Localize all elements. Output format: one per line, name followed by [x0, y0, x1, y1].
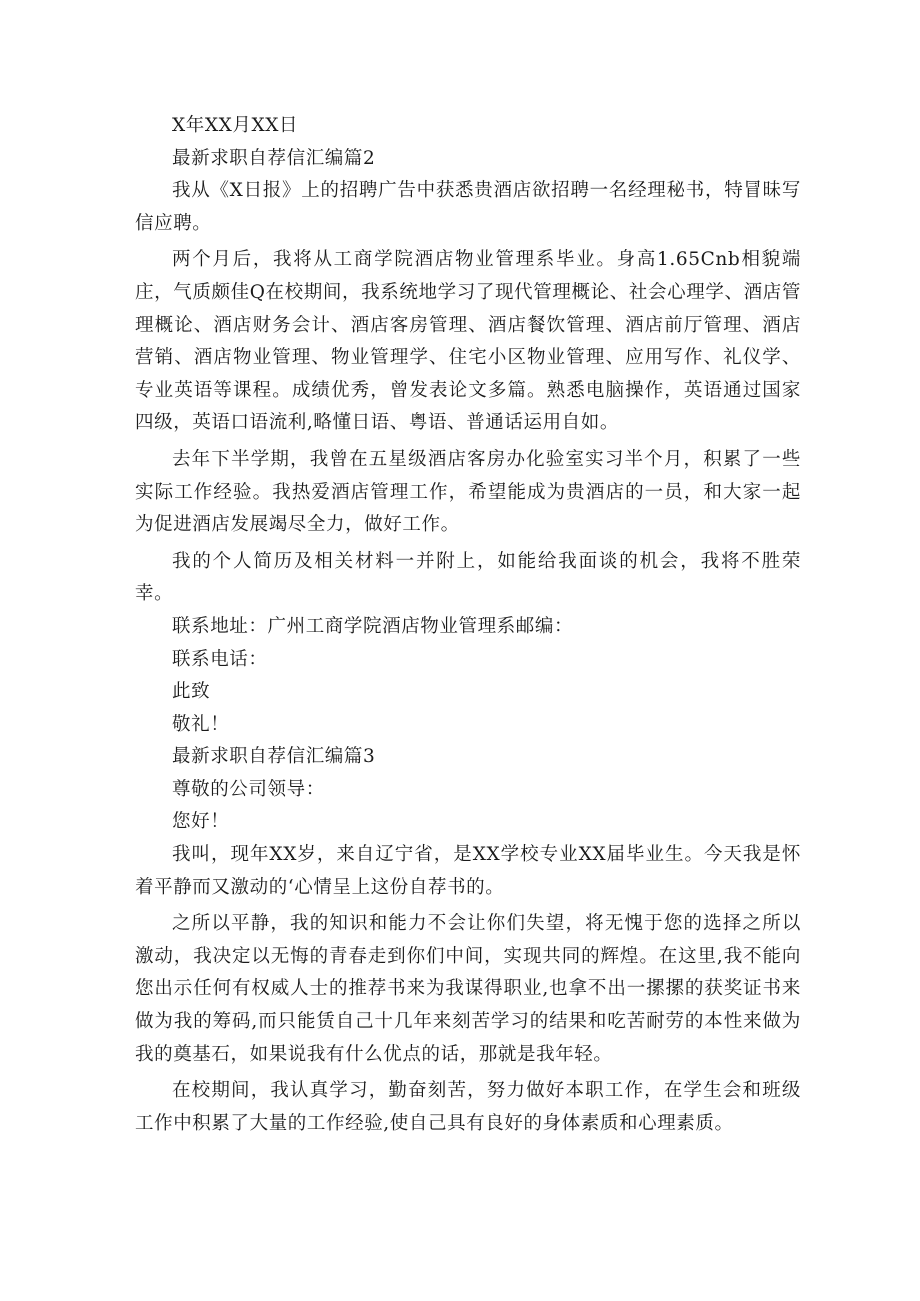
paragraph-background: 两个月后，我将从工商学院酒店物业管理系毕业。身高1.65Cnb相貌端庄，气质颇佳Q在校期间，我系统地学习了现代管理概论、社会心理学、酒店管理概论、酒店财务会计、酒店客房管理、酒店餐饮管理、酒店前厅管理、酒店营销、酒店物业管理、物业管理学、住宅小区物业管理、应用写作、礼仪学、专业英语等课程。成绩优秀，曾发表论文多篇。熟悉电脑操作，英语通过国家四级，英语口语流利,略懂日语、粤语、普通话运用自如。: [135, 249, 801, 434]
salutation: 尊敬的公司领导：: [172, 778, 325, 800]
paragraph-intro: 我从《X日报》上的招聘广告中获悉贵酒店欲招聘一名经理秘书，特冒昧写信应聘。: [135, 180, 801, 234]
section-heading-2: 最新求职自荐信汇编篇2: [172, 147, 376, 169]
section-heading-3: 最新求职自荐信汇编篇3: [172, 746, 376, 768]
closing-line-1: 此致: [172, 681, 211, 703]
contact-phone: 联系电话：: [172, 648, 268, 670]
paragraph-school: 在校期间，我认真学习，勤奋刻苦，努力做好本职工作，在学生会和班级工作中积累了大量的工作经验,使自己具有良好的身体素质和心理素质。: [135, 1080, 801, 1134]
document-body: [135, 110, 801, 1140]
paragraph-attachment: 我的个人简历及相关材料一并附上，如能给我面谈的机会，我将不胜荣幸。: [135, 550, 801, 605]
paragraph-calm: 之所以平静，我的知识和能力不会让你们失望，将无愧于您的选择之所以激动，我决定以无悔的青春走到你们中间，实现共同的辉煌。在这里,我不能向您出示任何有权威人士的推荐书来为我谋得职业,也拿不出一摞摞的获奖证书来做为我的筹码,而只能赁自己十几年来刻苦学习的结果和吃苦耐劳的本性来做为我的奠基石，如果说我有什么优点的话，那就是我年轻。: [135, 913, 801, 1065]
greeting: 您好！: [172, 811, 230, 833]
paragraph-internship: 去年下半学期，我曾在五星级酒店客房办化验室实习半个月，积累了一些实际工作经验。我热爱酒店管理工作，希望能成为贵酒店的一员，和大家一起为促进酒店发展竭尽全力，做好工作。: [135, 448, 801, 536]
closing-line-2: 敬礼！: [172, 713, 230, 735]
date-line: X年XX月XX日: [172, 115, 299, 136]
contact-address: 联系地址：广州工商学院酒店物业管理系邮编：: [172, 615, 574, 637]
paragraph-self-intro: 我叫，现年XX岁，来自辽宁省，是XX学校专业XX届毕业生。今天我是怀着平静而又激动的‘心情呈上这份自荐书的。: [135, 844, 801, 898]
